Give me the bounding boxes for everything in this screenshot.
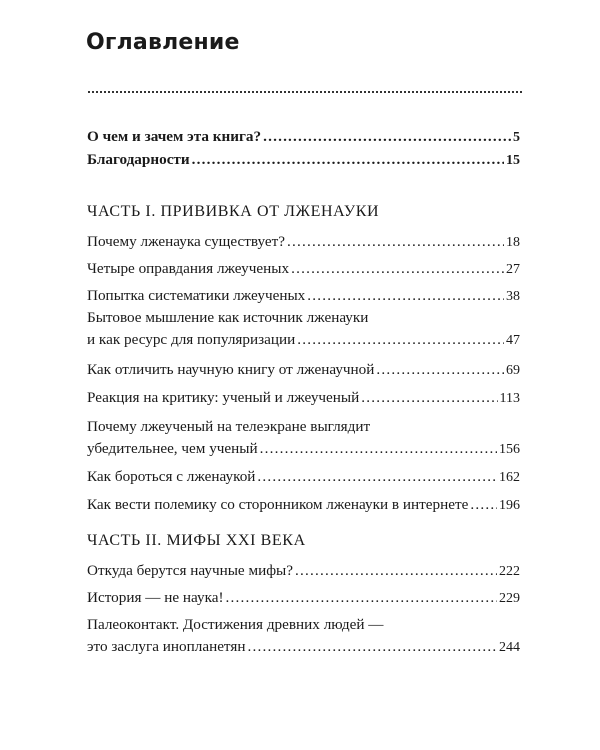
- toc-entry-page: 38: [506, 289, 520, 304]
- leader-dots: [295, 560, 497, 582]
- toc-entry-title: и как ресурс для популяризации: [87, 331, 296, 348]
- toc-entry-page: 113: [499, 391, 520, 406]
- toc-entry-page: 162: [499, 470, 520, 485]
- toc-entry-page: 5: [513, 130, 520, 145]
- part-heading: ЧАСТЬ I. ПРИВИВКА ОТ ЛЖЕНАУКИ: [87, 203, 380, 220]
- part-heading: ЧАСТЬ II. МИФЫ XXI ВЕКА: [87, 532, 306, 549]
- toc-entry[interactable]: [87, 126, 520, 149]
- toc-entry-title: Благодарности: [87, 151, 190, 168]
- toc-entry[interactable]: [87, 416, 520, 461]
- toc-entry[interactable]: [87, 359, 520, 382]
- toc-entry[interactable]: [87, 494, 520, 517]
- toc-entry-title-line1: Почему лжеученый на телеэкране выглядит: [87, 418, 371, 435]
- toc-entry-page: 156: [499, 442, 520, 457]
- leader-dots: [470, 494, 497, 516]
- toc-entry-title: убедительнее, чем ученый: [87, 440, 258, 457]
- leader-dots: [257, 466, 497, 488]
- leader-dots: [287, 231, 504, 253]
- toc-entry-title: Четыре оправдания лжеученых: [87, 260, 290, 277]
- toc-entry-title: Откуда берутся научные мифы?: [87, 562, 293, 579]
- leader-dots: [361, 387, 497, 409]
- toc-entry-page: 47: [506, 333, 520, 348]
- leader-dots: [307, 285, 504, 307]
- toc-entry[interactable]: [87, 587, 520, 610]
- toc-entry-title-line1: Палеоконтакт. Достижения древних людей —: [87, 616, 384, 633]
- toc-entry-page: 69: [506, 363, 520, 378]
- toc-entry-page: 15: [506, 153, 520, 168]
- toc-entry[interactable]: [87, 149, 520, 172]
- dotted-divider: [88, 91, 522, 93]
- toc-entry[interactable]: [87, 231, 520, 254]
- toc-entry-page: 196: [499, 498, 520, 513]
- leader-dots: [297, 329, 504, 351]
- leader-dots: [226, 587, 497, 609]
- toc-entry-title: Как отличить научную книгу от лженаучной: [87, 361, 375, 378]
- toc-entry-title: Попытка систематики лжеученых: [87, 287, 306, 304]
- toc-entry-page: 229: [499, 591, 520, 606]
- toc-entry-title: История — не наука!: [87, 589, 224, 606]
- leader-dots: [260, 438, 497, 460]
- toc-entry-title: Почему лженаука существует?: [87, 233, 286, 250]
- toc-entry-page: 27: [506, 262, 520, 277]
- toc-entry-title: Реакция на критику: ученый и лжеученый: [87, 389, 360, 406]
- toc-entry[interactable]: [87, 285, 520, 308]
- toc-entry[interactable]: [87, 614, 520, 659]
- leader-dots: [247, 636, 497, 658]
- toc-entry-title: О чем и зачем эта книга?: [87, 128, 262, 145]
- leader-dots: [291, 258, 504, 280]
- toc-entry-page: 222: [499, 564, 520, 579]
- leader-dots: [263, 126, 511, 148]
- toc-entry[interactable]: [87, 560, 520, 583]
- toc-entry-title: это заслуга инопланетян: [87, 638, 246, 655]
- toc-entry-title: Как бороться с лженаукой: [87, 468, 256, 485]
- toc-entry[interactable]: [87, 387, 520, 410]
- toc-entry-title-line1: Бытовое мышление как источник лженауки: [87, 309, 369, 326]
- toc-entry[interactable]: [87, 307, 520, 352]
- toc-entry[interactable]: [87, 466, 520, 489]
- leader-dots: [376, 359, 504, 381]
- toc-entry-title: Как вести полемику со сторонником лженауки в интернете: [87, 496, 469, 513]
- page-title: Оглавление: [86, 30, 240, 55]
- toc-entry-page: 244: [499, 640, 520, 655]
- toc-entry[interactable]: [87, 258, 520, 281]
- leader-dots: [192, 149, 504, 171]
- toc-entry-page: 18: [506, 235, 520, 250]
